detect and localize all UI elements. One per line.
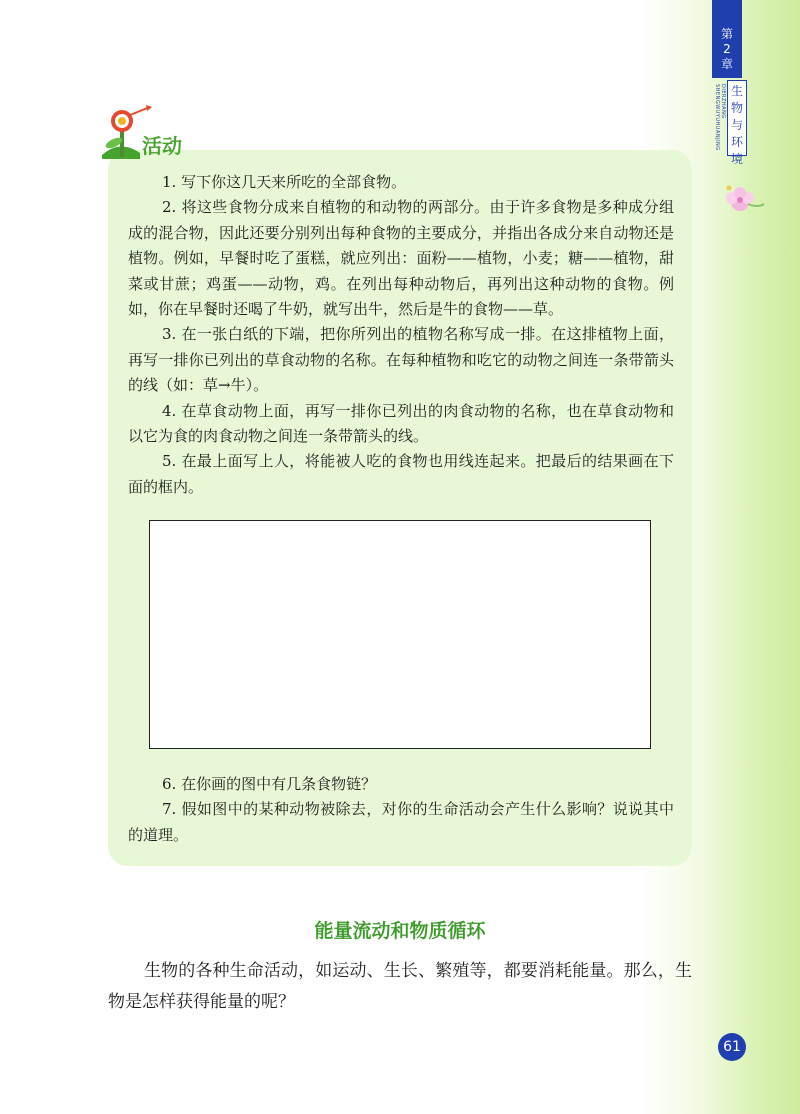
flower-decoration-icon (718, 182, 766, 218)
activity-item-7: 7. 假如图中的某种动物被除去，对你的生命活动会产生什么影响？说说其中的道理。 (128, 800, 674, 844)
section-paragraph: 生物的各种生命活动，如运动、生长、繁殖等，都要消耗能量。那么，生物是怎样获得能量的呢？ (108, 961, 692, 1012)
chapter-title-char: 环 (730, 135, 743, 149)
page-number: 61 (718, 1033, 746, 1061)
activity-item-5: 5. 在最上面写上人，将能被人吃的食物也用线连起来。把最后的结果画在下面的框内。 (128, 452, 674, 496)
chapter-char-3: 章 (720, 57, 733, 71)
activity-item-4: 4. 在草食动物上面，再写一排你已列出的肉食动物的名称，也在草食动物和以它为食的肉食动物之间连一条带箭头的线。 (128, 401, 674, 446)
chapter-title-char: 境 (730, 152, 743, 166)
activity-item-2: 2. 将这些食物分成来自植物的和动物的两部分。由于许多食物是多种成分组成的混合物，因此还要分别列出每种食物的主要成分，并指出各成分来自动物还是植物。例如，早餐时吃了蛋糕，就应列出：面粉——植物，小麦；糖——植物，甜菜或甘蔗；鸡蛋——动物，鸡。在列出每种动物后，再列出这种动物的食物。例如，你在早餐时还喝了牛奶，就写出牛，然后是牛的食物——草。 (128, 198, 674, 319)
activity-instructions (128, 170, 674, 500)
section-body (108, 956, 692, 1018)
drawing-frame (149, 520, 651, 749)
chapter-title-char: 生 (730, 84, 743, 98)
chapter-char-1: 第 (720, 27, 733, 41)
activity-item-1: 1. 写下你这几天来所吃的全部食物。 (162, 173, 407, 191)
chapter-char-2: 2 (723, 42, 731, 56)
activity-item-3: 3. 在一张白纸的下端，把你所列出的植物名称写成一排。在这排植物上面，再写一排你已列出的草食动物的名称。在每种植物和吃它的动物之间连一条带箭头的线（如：草→牛）。 (128, 325, 674, 395)
activity-item-6: 6. 在你画的图中有几条食物链？ (162, 775, 377, 793)
activity-questions (128, 772, 674, 848)
chapter-pinyin: DIERZHANG SHENGWUYUHUANJING (714, 84, 726, 151)
section-heading: 能量流动和物质循环 (314, 920, 486, 942)
chapter-title (727, 80, 747, 166)
chapter-number-tab (712, 0, 742, 78)
chapter-title-char: 与 (730, 118, 743, 132)
chapter-title-char: 物 (730, 101, 743, 115)
activity-label: 活动 (142, 134, 182, 158)
